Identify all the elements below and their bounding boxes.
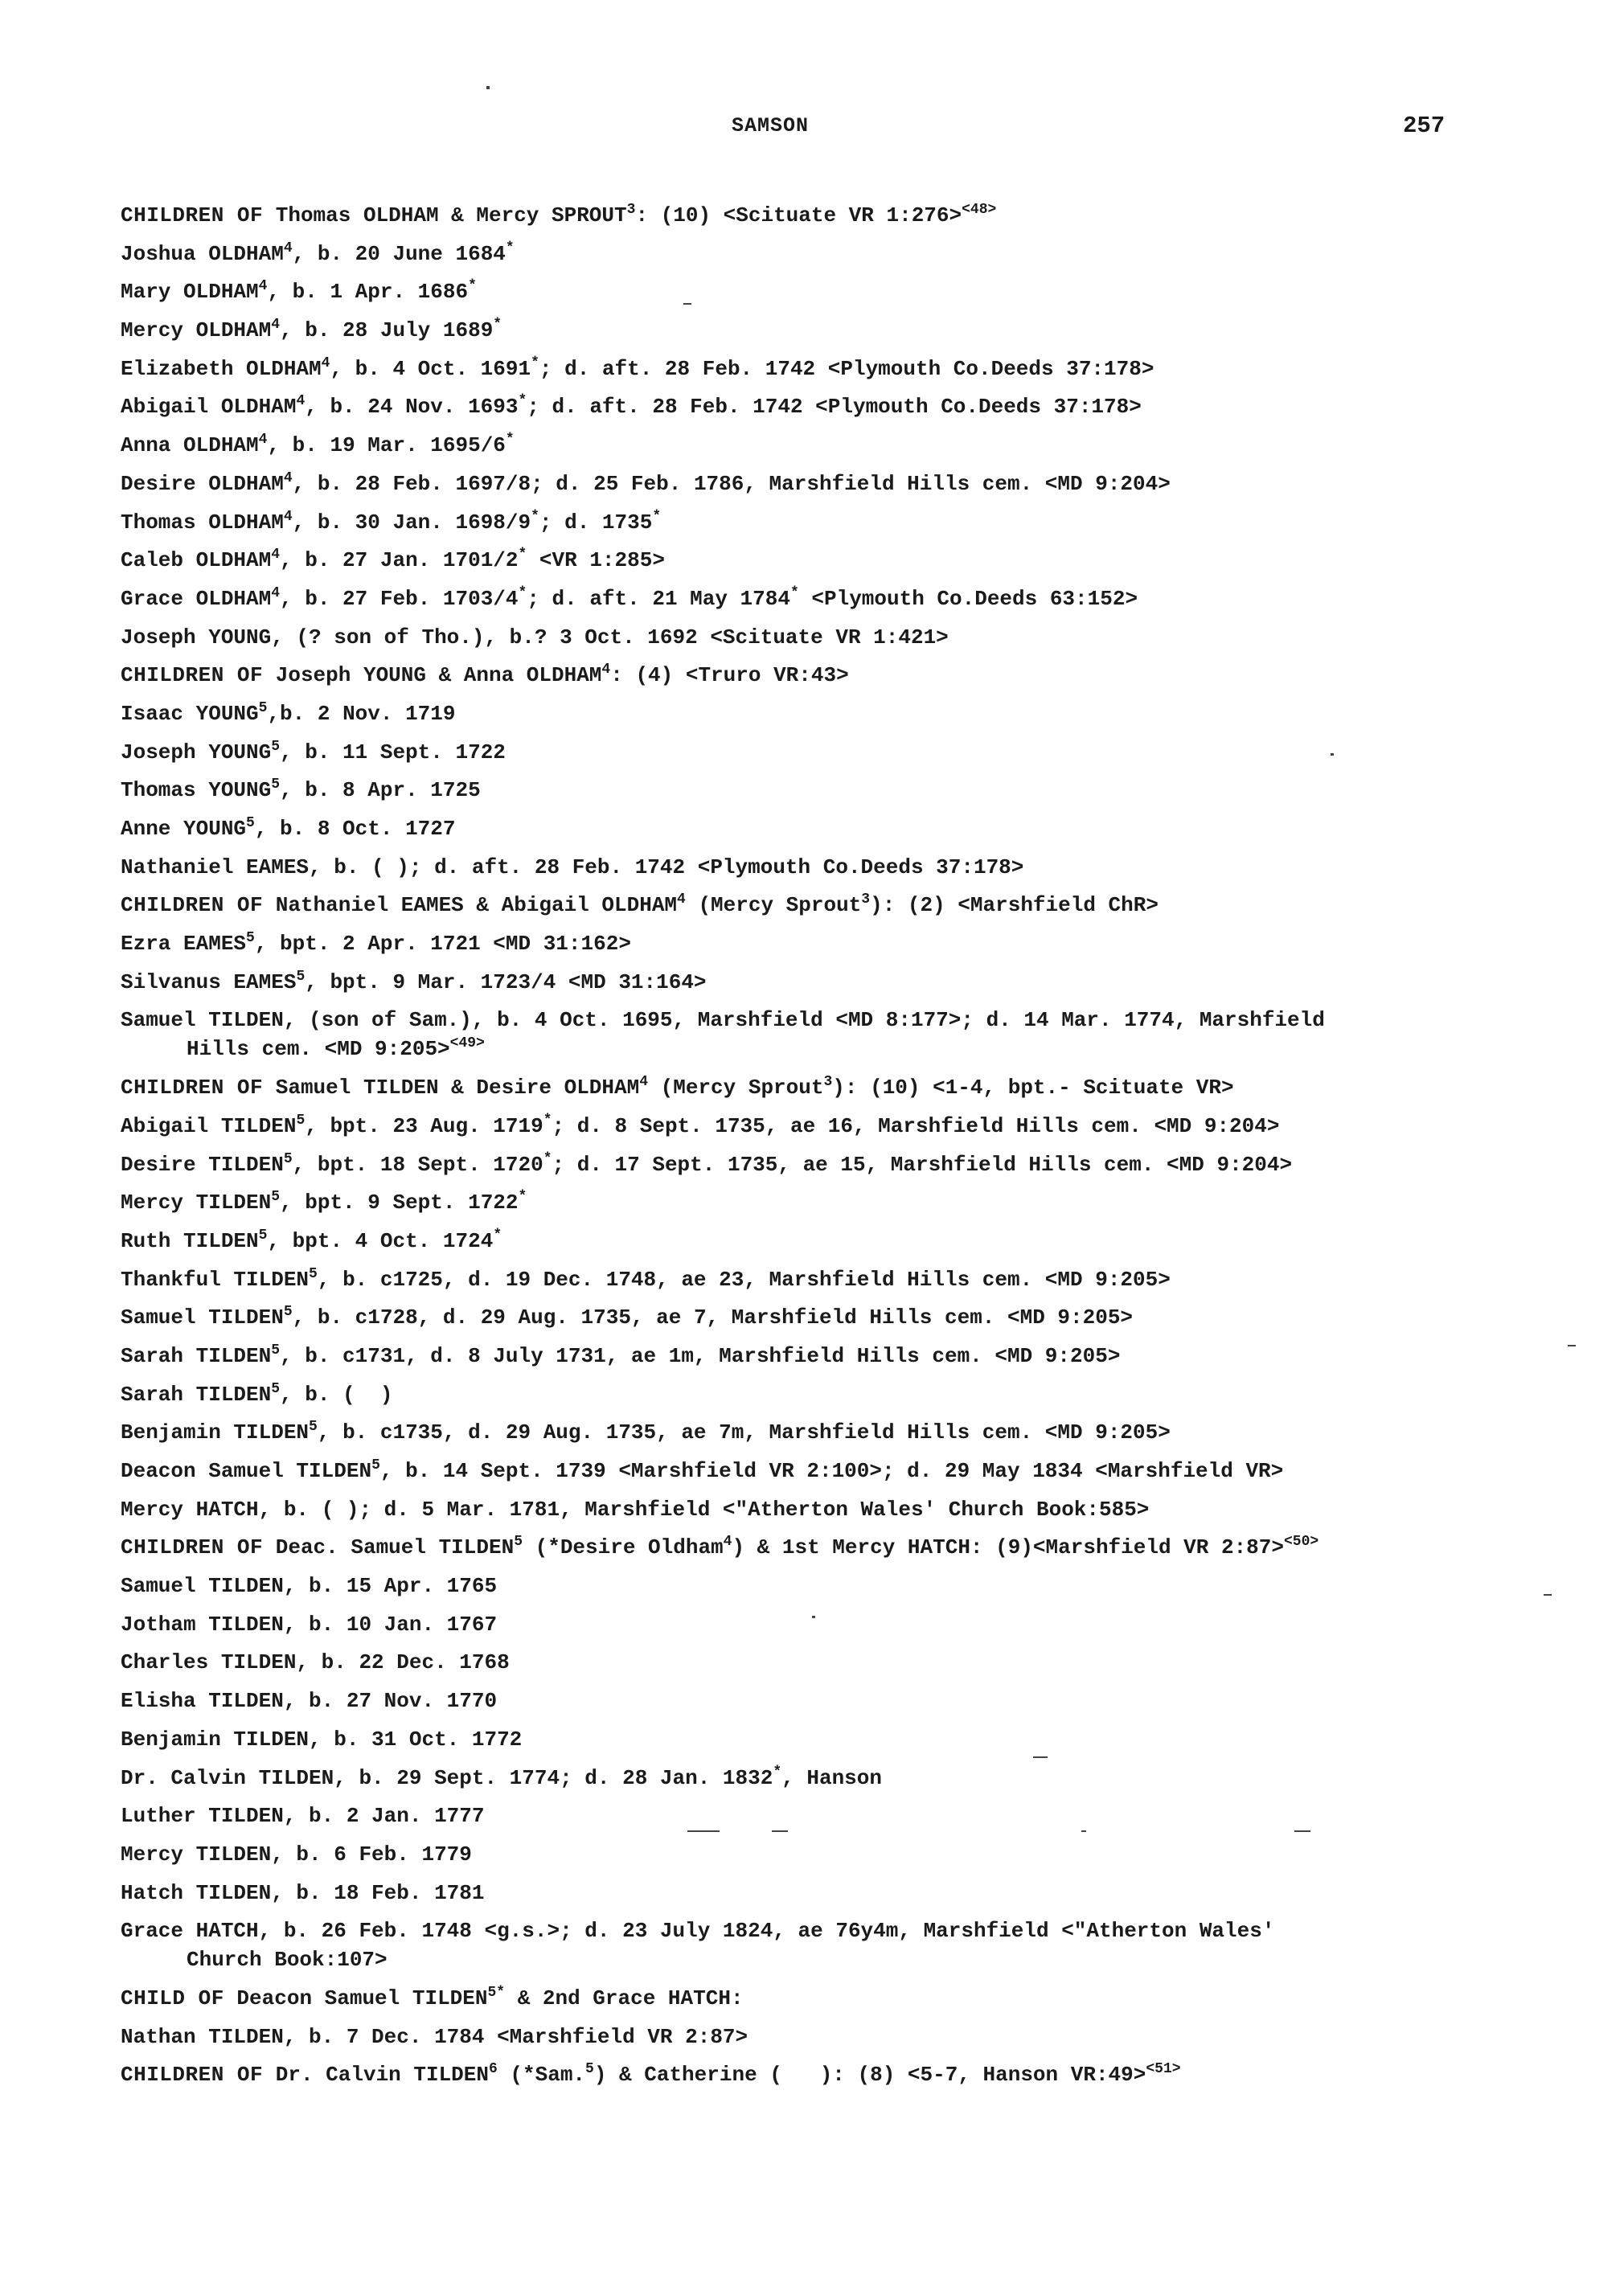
genealogy-entry bbox=[121, 1725, 1600, 1754]
entry-text: Samuel TILDEN, b. 15 Apr. 1765 bbox=[121, 1574, 498, 1599]
scan-speck bbox=[1033, 1756, 1048, 1758]
genealogy-entry bbox=[121, 1686, 1600, 1715]
entry-text: Jotham TILDEN, b. 10 Jan. 1767 bbox=[121, 1612, 498, 1637]
entry-text: Nathaniel EAMES & Abigail OLDHAM bbox=[263, 893, 678, 918]
superscript: 4 bbox=[601, 662, 611, 678]
heading-keyword: CHILDREN OF bbox=[121, 893, 264, 918]
heading-keyword: CHILDREN OF bbox=[121, 1535, 264, 1560]
superscript: 5 bbox=[371, 1457, 380, 1473]
entry-text: Luther TILDEN, b. 2 Jan. 1777 bbox=[121, 1804, 485, 1829]
entry-text: , b. ( ) bbox=[280, 1382, 393, 1407]
genealogy-entry bbox=[121, 1840, 1600, 1869]
superscript: * bbox=[518, 547, 527, 564]
entry-text: ; d. aft. 28 Feb. 1742 <Plymouth Co.Deeds 37:178> bbox=[539, 356, 1154, 381]
superscript: 4 bbox=[271, 547, 281, 564]
genealogy-entry bbox=[121, 469, 1600, 498]
genealogy-entry bbox=[121, 1572, 1600, 1600]
entry-text: , b. 4 Oct. 1691 bbox=[330, 356, 531, 381]
entry-text: Mercy TILDEN, b. 6 Feb. 1779 bbox=[121, 1842, 472, 1867]
entry-text: Samuel TILDEN & Desire OLDHAM bbox=[263, 1076, 640, 1100]
entry-text: Benjamin TILDEN, b. 31 Oct. 1772 bbox=[121, 1727, 523, 1752]
superscript: * bbox=[518, 393, 527, 410]
entry-text: Dr. Calvin TILDEN bbox=[263, 2063, 489, 2088]
entry-text: Abigail OLDHAM bbox=[121, 395, 297, 420]
entry-text: & 2nd Grace HATCH: bbox=[505, 1986, 744, 2010]
running-head-title: SAMSON bbox=[732, 114, 810, 137]
superscript: * bbox=[543, 1112, 552, 1129]
entry-text: , b. 27 Jan. 1701/2 bbox=[280, 548, 519, 573]
superscript: 4 bbox=[258, 278, 268, 295]
superscript: 4 bbox=[723, 1534, 732, 1551]
entry-text: Joseph YOUNG, (? son of Tho.), b.? 3 Oct. 1692 <Scituate VR 1:421> bbox=[121, 625, 949, 650]
entry-text: ) & Catherine ( ): (8) <5-7, Hanson VR:49> bbox=[593, 2063, 1146, 2088]
entry-text: Deac. Samuel TILDEN bbox=[263, 1535, 515, 1560]
entry-text: , b. 19 Mar. 1695/6 bbox=[267, 433, 506, 458]
entry-text: ): (2) <Marshfield ChR> bbox=[870, 893, 1159, 918]
genealogy-entry bbox=[121, 1342, 1600, 1371]
scan-speck bbox=[812, 1616, 815, 1618]
children-heading-line bbox=[121, 2060, 1600, 2089]
entry-text: , bpt. 4 Oct. 1724 bbox=[267, 1228, 494, 1253]
genealogy-entry bbox=[121, 355, 1600, 383]
heading-keyword: CHILDREN OF bbox=[121, 2063, 264, 2088]
scan-speck bbox=[1544, 1594, 1552, 1596]
genealogy-entry bbox=[121, 1188, 1600, 1217]
genealogy-entry bbox=[121, 1648, 1600, 1677]
entry-text: Nathan TILDEN, b. 7 Dec. 1784 <Marshfield VR 2:87> bbox=[121, 2024, 748, 2049]
superscript: 4 bbox=[271, 317, 281, 334]
entry-text: Grace HATCH, b. 26 Feb. 1748 <g.s.>; d. 23 July 1824, ae 76y4m, Marshfield <"Atherton Wales' bbox=[121, 1919, 1275, 1944]
superscript: * bbox=[493, 317, 502, 334]
entry-text: (*Sam. bbox=[497, 2063, 586, 2088]
genealogy-entry bbox=[121, 546, 1600, 575]
genealogy-entry bbox=[121, 1227, 1600, 1256]
entry-text: ,b. 2 Nov. 1719 bbox=[267, 701, 456, 726]
genealogy-entry bbox=[121, 1265, 1600, 1294]
superscript: * bbox=[505, 240, 515, 256]
superscript: * bbox=[652, 508, 662, 525]
scan-speck bbox=[1568, 1345, 1576, 1346]
children-heading-line bbox=[121, 891, 1600, 920]
genealogy-entry bbox=[121, 2023, 1600, 2051]
entry-text: , b. 14 Sept. 1739 <Marshfield VR 2:100>; d. 29 May 1834 <Marshfield VR> bbox=[379, 1459, 1284, 1483]
superscript: 3 bbox=[861, 891, 871, 908]
superscript: 5 bbox=[309, 1419, 318, 1436]
genealogy-entry bbox=[121, 1112, 1600, 1141]
scan-speck bbox=[486, 86, 490, 89]
genealogy-entry bbox=[121, 1495, 1600, 1524]
heading-keyword: CHILD OF bbox=[121, 1986, 224, 2010]
superscript: 5 bbox=[246, 815, 255, 831]
superscript: 3 bbox=[823, 1074, 833, 1091]
entry-text: , bpt. 9 Mar. 1723/4 <MD 31:164> bbox=[305, 969, 707, 994]
entry-text: , b. c1735, d. 29 Aug. 1735, ae 7m, Marshfield Hills cem. <MD 9:205> bbox=[317, 1420, 1171, 1445]
entry-text: , b. 1 Apr. 1686 bbox=[267, 280, 469, 305]
superscript: 5 bbox=[271, 777, 281, 793]
entry-continuation: Church Book:107> bbox=[187, 1948, 388, 1973]
scan-speck bbox=[772, 1830, 788, 1832]
superscript: 4 bbox=[321, 355, 330, 371]
superscript: 5 bbox=[309, 1265, 318, 1282]
entry-text: , Hanson bbox=[781, 1765, 882, 1790]
genealogy-entry bbox=[121, 316, 1600, 345]
superscript: 4 bbox=[283, 469, 293, 486]
genealogy-entry bbox=[121, 1006, 1600, 1064]
entry-text: Samuel TILDEN bbox=[121, 1305, 284, 1330]
entry-text: Nathaniel EAMES, b. ( ); d. aft. 28 Feb. 1742 <Plymouth Co.Deeds 37:178> bbox=[121, 855, 1024, 879]
superscript: 5 bbox=[296, 968, 306, 985]
entry-text: Thankful TILDEN bbox=[121, 1267, 310, 1292]
entry-text: Elizabeth OLDHAM bbox=[121, 356, 322, 381]
entry-text: , b. c1731, d. 8 July 1731, ae 1m, Marshfield Hills cem. <MD 9:205> bbox=[280, 1343, 1121, 1368]
entry-text: Desire OLDHAM bbox=[121, 471, 284, 496]
entry-text: <VR 1:285> bbox=[527, 548, 665, 573]
superscript: 5 bbox=[258, 699, 268, 716]
superscript: 5 bbox=[585, 2061, 594, 2078]
genealogy-entry bbox=[121, 1610, 1600, 1639]
entry-text: (*Desire Oldham bbox=[523, 1535, 724, 1560]
genealogy-entry bbox=[121, 1380, 1600, 1409]
superscript: 5 bbox=[271, 1342, 281, 1359]
superscript: 5* bbox=[487, 1984, 506, 2001]
entry-text: Dr. Calvin TILDEN, b. 29 Sept. 1774; d. 28 Jan. 1832 bbox=[121, 1765, 773, 1790]
children-heading-line bbox=[121, 1984, 1600, 2013]
superscript: * bbox=[468, 278, 477, 295]
entry-text: Mercy TILDEN bbox=[121, 1191, 272, 1215]
entry-text: (Mercy Sprout bbox=[685, 893, 862, 918]
entry-text: Caleb OLDHAM bbox=[121, 548, 272, 573]
entry-text: Charles TILDEN, b. 22 Dec. 1768 bbox=[121, 1650, 510, 1675]
superscript: 5 bbox=[283, 1304, 293, 1321]
genealogy-entry bbox=[121, 392, 1600, 421]
genealogy-entry bbox=[121, 623, 1600, 652]
superscript: * bbox=[789, 584, 799, 601]
superscript: * bbox=[518, 1189, 527, 1206]
scan-speck bbox=[1331, 753, 1334, 756]
page-header bbox=[0, 114, 1624, 146]
entry-text: Elisha TILDEN, b. 27 Nov. 1770 bbox=[121, 1689, 498, 1714]
genealogy-entry bbox=[121, 1916, 1600, 1974]
superscript: 5 bbox=[271, 738, 281, 755]
genealogy-entry bbox=[121, 431, 1600, 460]
entry-text: , b. 28 July 1689 bbox=[280, 318, 494, 343]
genealogy-entry bbox=[121, 508, 1600, 537]
genealogy-entry bbox=[121, 1801, 1600, 1830]
children-heading-line bbox=[121, 661, 1600, 690]
genealogy-entry bbox=[121, 1150, 1600, 1179]
entry-text: , b. 8 Oct. 1727 bbox=[254, 817, 456, 841]
entry-text: , b. 8 Apr. 1725 bbox=[280, 778, 481, 803]
superscript: * bbox=[531, 355, 539, 371]
genealogy-entry bbox=[121, 814, 1600, 843]
superscript: 5 bbox=[271, 1189, 281, 1206]
children-heading-line bbox=[121, 1533, 1600, 1562]
entry-text: ; d. 17 Sept. 1735, ae 15, Marshfield Hills cem. <MD 9:204> bbox=[552, 1152, 1293, 1177]
genealogy-entry bbox=[121, 699, 1600, 728]
superscript: <51> bbox=[1146, 2061, 1181, 2078]
entry-text: Thomas OLDHAM & Mercy SPROUT bbox=[263, 203, 627, 227]
superscript: 5 bbox=[296, 1112, 306, 1129]
entry-text: ; d. 1735 bbox=[539, 510, 653, 535]
entry-text: Sarah TILDEN bbox=[121, 1343, 272, 1368]
superscript: 4 bbox=[271, 584, 281, 601]
entry-text: ; d. aft. 21 May 1784 bbox=[527, 586, 790, 611]
superscript: * bbox=[505, 432, 515, 449]
genealogy-entry bbox=[121, 584, 1600, 613]
superscript: 6 bbox=[489, 2061, 498, 2078]
entry-text: , bpt. 2 Apr. 1721 <MD 31:162> bbox=[254, 932, 631, 957]
page-number: 257 bbox=[1403, 113, 1446, 139]
scan-speck bbox=[687, 1830, 720, 1832]
entry-text: : (10) <Scituate VR 1:276> bbox=[635, 203, 962, 227]
children-heading-line bbox=[121, 201, 1600, 230]
entry-text: Mercy HATCH, b. ( ); d. 5 Mar. 1781, Marshfield <"Atherton Wales' Church Book:585> bbox=[121, 1497, 1150, 1522]
entry-text: Deacon Samuel TILDEN bbox=[121, 1459, 372, 1483]
entry-text: (Mercy Sprout bbox=[648, 1076, 824, 1100]
entry-text: ; d. 8 Sept. 1735, ae 16, Marshfield Hills cem. <MD 9:204> bbox=[552, 1113, 1280, 1138]
genealogy-entry bbox=[121, 277, 1600, 306]
genealogy-entry bbox=[121, 1764, 1600, 1793]
genealogy-entry bbox=[121, 1418, 1600, 1447]
superscript: 4 bbox=[296, 393, 306, 410]
entry-text: Thomas OLDHAM bbox=[121, 510, 284, 535]
entry-text: Desire TILDEN bbox=[121, 1152, 284, 1177]
superscript: * bbox=[773, 1764, 782, 1781]
genealogy-entry bbox=[121, 1457, 1600, 1486]
entry-continuation: Hills cem. <MD 9:205>$^{<49>}$ bbox=[187, 1035, 485, 1062]
heading-keyword: CHILDREN OF bbox=[121, 663, 264, 688]
entry-text: , b. 24 Nov. 1693 bbox=[305, 395, 519, 420]
genealogy-entry bbox=[121, 1303, 1600, 1332]
entry-text: Grace OLDHAM bbox=[121, 586, 272, 611]
entry-text: Joseph YOUNG & Anna OLDHAM bbox=[263, 663, 602, 688]
entry-text: : (4) <Truro VR:43> bbox=[610, 663, 849, 688]
entry-text: Ezra EAMES bbox=[121, 932, 247, 957]
genealogy-entry bbox=[121, 776, 1600, 805]
genealogy-entry bbox=[121, 1879, 1600, 1908]
heading-keyword: CHILDREN OF bbox=[121, 1076, 264, 1100]
scan-speck bbox=[1294, 1830, 1310, 1832]
entry-text: <Plymouth Co.Deeds 63:152> bbox=[798, 586, 1138, 611]
entry-text: , b. c1725, d. 19 Dec. 1748, ae 23, Marshfield Hills cem. <MD 9:205> bbox=[317, 1267, 1171, 1292]
superscript: 5 bbox=[514, 1534, 523, 1551]
entry-text: Hatch TILDEN, b. 18 Feb. 1781 bbox=[121, 1880, 485, 1905]
superscript: 4 bbox=[283, 508, 293, 525]
superscript: 5 bbox=[258, 1227, 268, 1244]
entry-text: Isaac YOUNG bbox=[121, 701, 259, 726]
entry-text: , b. 11 Sept. 1722 bbox=[280, 740, 506, 764]
entry-text: Benjamin TILDEN bbox=[121, 1420, 310, 1445]
superscript: 4 bbox=[258, 432, 268, 449]
entry-text: Sarah TILDEN bbox=[121, 1382, 272, 1407]
scan-speck bbox=[683, 303, 691, 305]
entry-text: ) & 1st Mercy HATCH: (9)<Marshfield VR 2:87> bbox=[732, 1535, 1284, 1560]
entry-text: , b. 27 Feb. 1703/4 bbox=[280, 586, 519, 611]
entry-text: , b. 28 Feb. 1697/8; d. 25 Feb. 1786, Marshfield Hills cem. <MD 9:204> bbox=[292, 471, 1171, 496]
entry-text: , bpt. 18 Sept. 1720 bbox=[292, 1152, 543, 1177]
entry-text: Thomas YOUNG bbox=[121, 778, 272, 803]
entry-text: Mary OLDHAM bbox=[121, 280, 259, 305]
superscript: <50> bbox=[1283, 1534, 1319, 1551]
superscript: * bbox=[543, 1150, 552, 1167]
superscript: 5 bbox=[246, 930, 255, 947]
children-heading-line bbox=[121, 1073, 1600, 1102]
superscript: <49> bbox=[449, 1035, 485, 1052]
superscript: * bbox=[531, 508, 539, 525]
entry-text: , b. 20 June 1684 bbox=[292, 241, 506, 266]
entry-text: ; d. aft. 28 Feb. 1742 <Plymouth Co.Deeds 37:178> bbox=[527, 395, 1142, 420]
superscript: 4 bbox=[677, 891, 686, 908]
entry-text: , bpt. 23 Aug. 1719 bbox=[305, 1113, 543, 1138]
superscript: 4 bbox=[639, 1074, 649, 1091]
entry-text: , b. c1728, d. 29 Aug. 1735, ae 7, Marshfield Hills cem. <MD 9:205> bbox=[292, 1305, 1134, 1330]
entry-text: Joshua OLDHAM bbox=[121, 241, 284, 266]
entry-text: Silvanus EAMES bbox=[121, 969, 297, 994]
genealogy-entry bbox=[121, 240, 1600, 268]
genealogy-entries bbox=[121, 201, 1600, 2099]
genealogy-entry bbox=[121, 968, 1600, 997]
entry-text: Anna OLDHAM bbox=[121, 433, 259, 458]
superscript: 5 bbox=[283, 1150, 293, 1167]
genealogy-entry bbox=[121, 738, 1600, 767]
genealogy-entry bbox=[121, 929, 1600, 958]
heading-keyword: CHILDREN OF bbox=[121, 203, 264, 227]
entry-text: Joseph YOUNG bbox=[121, 740, 272, 764]
superscript: 3 bbox=[626, 202, 636, 218]
entry-text: Ruth TILDEN bbox=[121, 1228, 259, 1253]
entry-text: Samuel TILDEN, (son of Sam.), b. 4 Oct. 1695, Marshfield <MD 8:177>; d. 14 Mar. 1774, Marshfield bbox=[121, 1008, 1325, 1033]
superscript: <48> bbox=[962, 202, 997, 218]
entry-text: ): (10) <1-4, bpt.- Scituate VR> bbox=[832, 1076, 1234, 1100]
superscript: 4 bbox=[283, 240, 293, 256]
genealogy-entry bbox=[121, 853, 1600, 882]
entry-text: , bpt. 9 Sept. 1722 bbox=[280, 1191, 519, 1215]
entry-text: Anne YOUNG bbox=[121, 817, 247, 841]
superscript: * bbox=[518, 584, 527, 601]
entry-text: , b. 30 Jan. 1698/9 bbox=[292, 510, 531, 535]
entry-text: Deacon Samuel TILDEN bbox=[224, 1986, 488, 2010]
entry-text: Mercy OLDHAM bbox=[121, 318, 272, 343]
superscript: * bbox=[493, 1227, 502, 1244]
entry-text: Abigail TILDEN bbox=[121, 1113, 297, 1138]
scan-speck bbox=[1081, 1830, 1086, 1832]
superscript: 5 bbox=[271, 1380, 281, 1397]
